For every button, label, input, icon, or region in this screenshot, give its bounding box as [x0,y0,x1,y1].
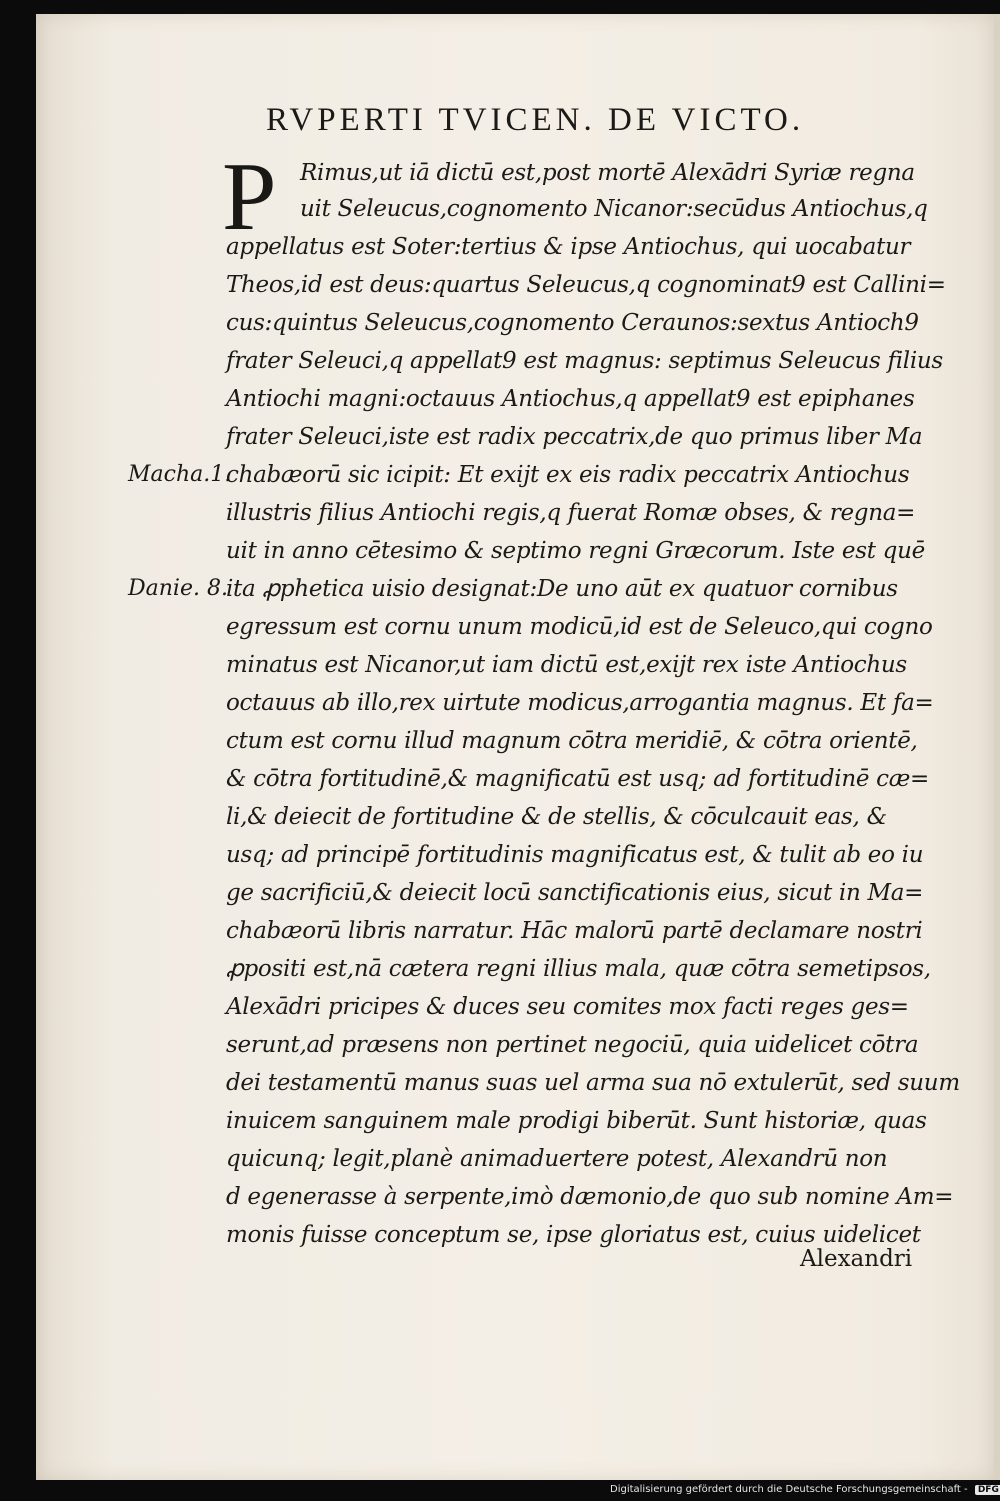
text-line: ita ꝓphetica uisio designat:De uno aūt ex quatuor cornibus [226,576,898,602]
text-line: frater Seleuci,iste est radix peccatrix,de quo primus liber Ma [226,424,923,450]
text-line: serunt,ad præsens non pertinet negociū, quia uidelicet cōtra [226,1032,919,1058]
text-line: uit in anno cētesimo & septimo regni Græcorum. Iste est quē [226,538,925,564]
text-line: d egenerasse à serpente,imò dæmonio,de quo sub nomine Am= [226,1184,954,1210]
text-line: uit Seleucus,cognomento Nicanor:secūdus Antiochus,q [300,196,928,222]
text-line: frater Seleuci,q appellat9 est magnus: septimus Seleucus filius [226,348,943,374]
drop-cap: P [222,143,277,251]
footer-text: Digitalisierung gefördert durch die Deutsche Forschungsgemeinschaft - [610,1484,968,1495]
text-line: minatus est Nicanor,ut iam dictū est,exijt rex iste Antiochus [226,652,907,678]
digitization-footer [610,1484,1000,1495]
text-line: illustris filius Antiochi regis,q fuerat Romæ obses, & regna= [226,500,916,526]
dfg-logo: DFG [975,1485,1000,1495]
text-line: ctum est cornu illud magnum cōtra meridiē, & cōtra orientē, [226,728,918,754]
text-line: Rimus,ut iā dictū est,post mortē Alexādri Syriæ regna [300,160,915,186]
text-line: inuicem sanguinem male prodigi biberūt. Sunt historiæ, quas [226,1108,927,1134]
margin-note-maccabees: Macha.1. [128,462,232,487]
text-line: ge sacrificiū,& deiecit locū sanctificationis eius, sicut in Ma= [226,880,924,906]
text-line: octauus ab illo,rex uirtute modicus,arrogantia magnus. Et fa= [226,690,934,716]
text-line: & cōtra fortitudinē,& magnificatū est usq; ad fortitudinē cæ= [226,766,930,792]
text-line: chabæorū libris narratur. Hāc malorū partē declamare nostri [226,918,923,944]
running-head: RVPERTI TVICEN. DE VICTO. [266,102,805,138]
text-line: appellatus est Soter:tertius & ipse Antiochus, qui uocabatur [226,234,911,260]
text-line: monis fuisse conceptum se, ipse gloriatus est, cuius uidelicet [226,1222,921,1248]
text-line: cus:quintus Seleucus,cognomento Ceraunos:sextus Antioch9 [226,310,919,336]
text-line: dei testamentū manus suas uel arma sua nō extulerūt, sed suum [226,1070,960,1096]
page-edge [994,14,1000,1480]
text-line: chabæorū sic icipit: Et exijt ex eis radix peccatrix Antiochus [226,462,910,488]
text-line: Theos,id est deus:quartus Seleucus,q cognominat9 est Callini= [226,272,946,298]
text-line: li,& deiecit de fortitudine & de stellis, & cōculcauit eas, & [226,804,887,830]
text-line: ꝓpositi est,nā cætera regni illius mala, quæ cōtra semetipsos, [226,956,931,982]
margin-note-daniel: Danie. 8. [128,576,228,601]
catchword: Alexandri [800,1246,913,1272]
text-line: Alexādri pricipes & duces seu comites mox facti reges ges= [226,994,909,1020]
text-line: Antiochi magni:octauus Antiochus,q appellat9 est epiphanes [226,386,915,412]
text-line: quicunq; legit,planè animaduertere potest, Alexandrū non [226,1146,888,1172]
text-line: usq; ad principē fortitudinis magnificatus est, & tulit ab eo iu [226,842,924,868]
text-line: egressum est cornu unum modicū,id est de Seleuco,qui cogno [226,614,933,640]
